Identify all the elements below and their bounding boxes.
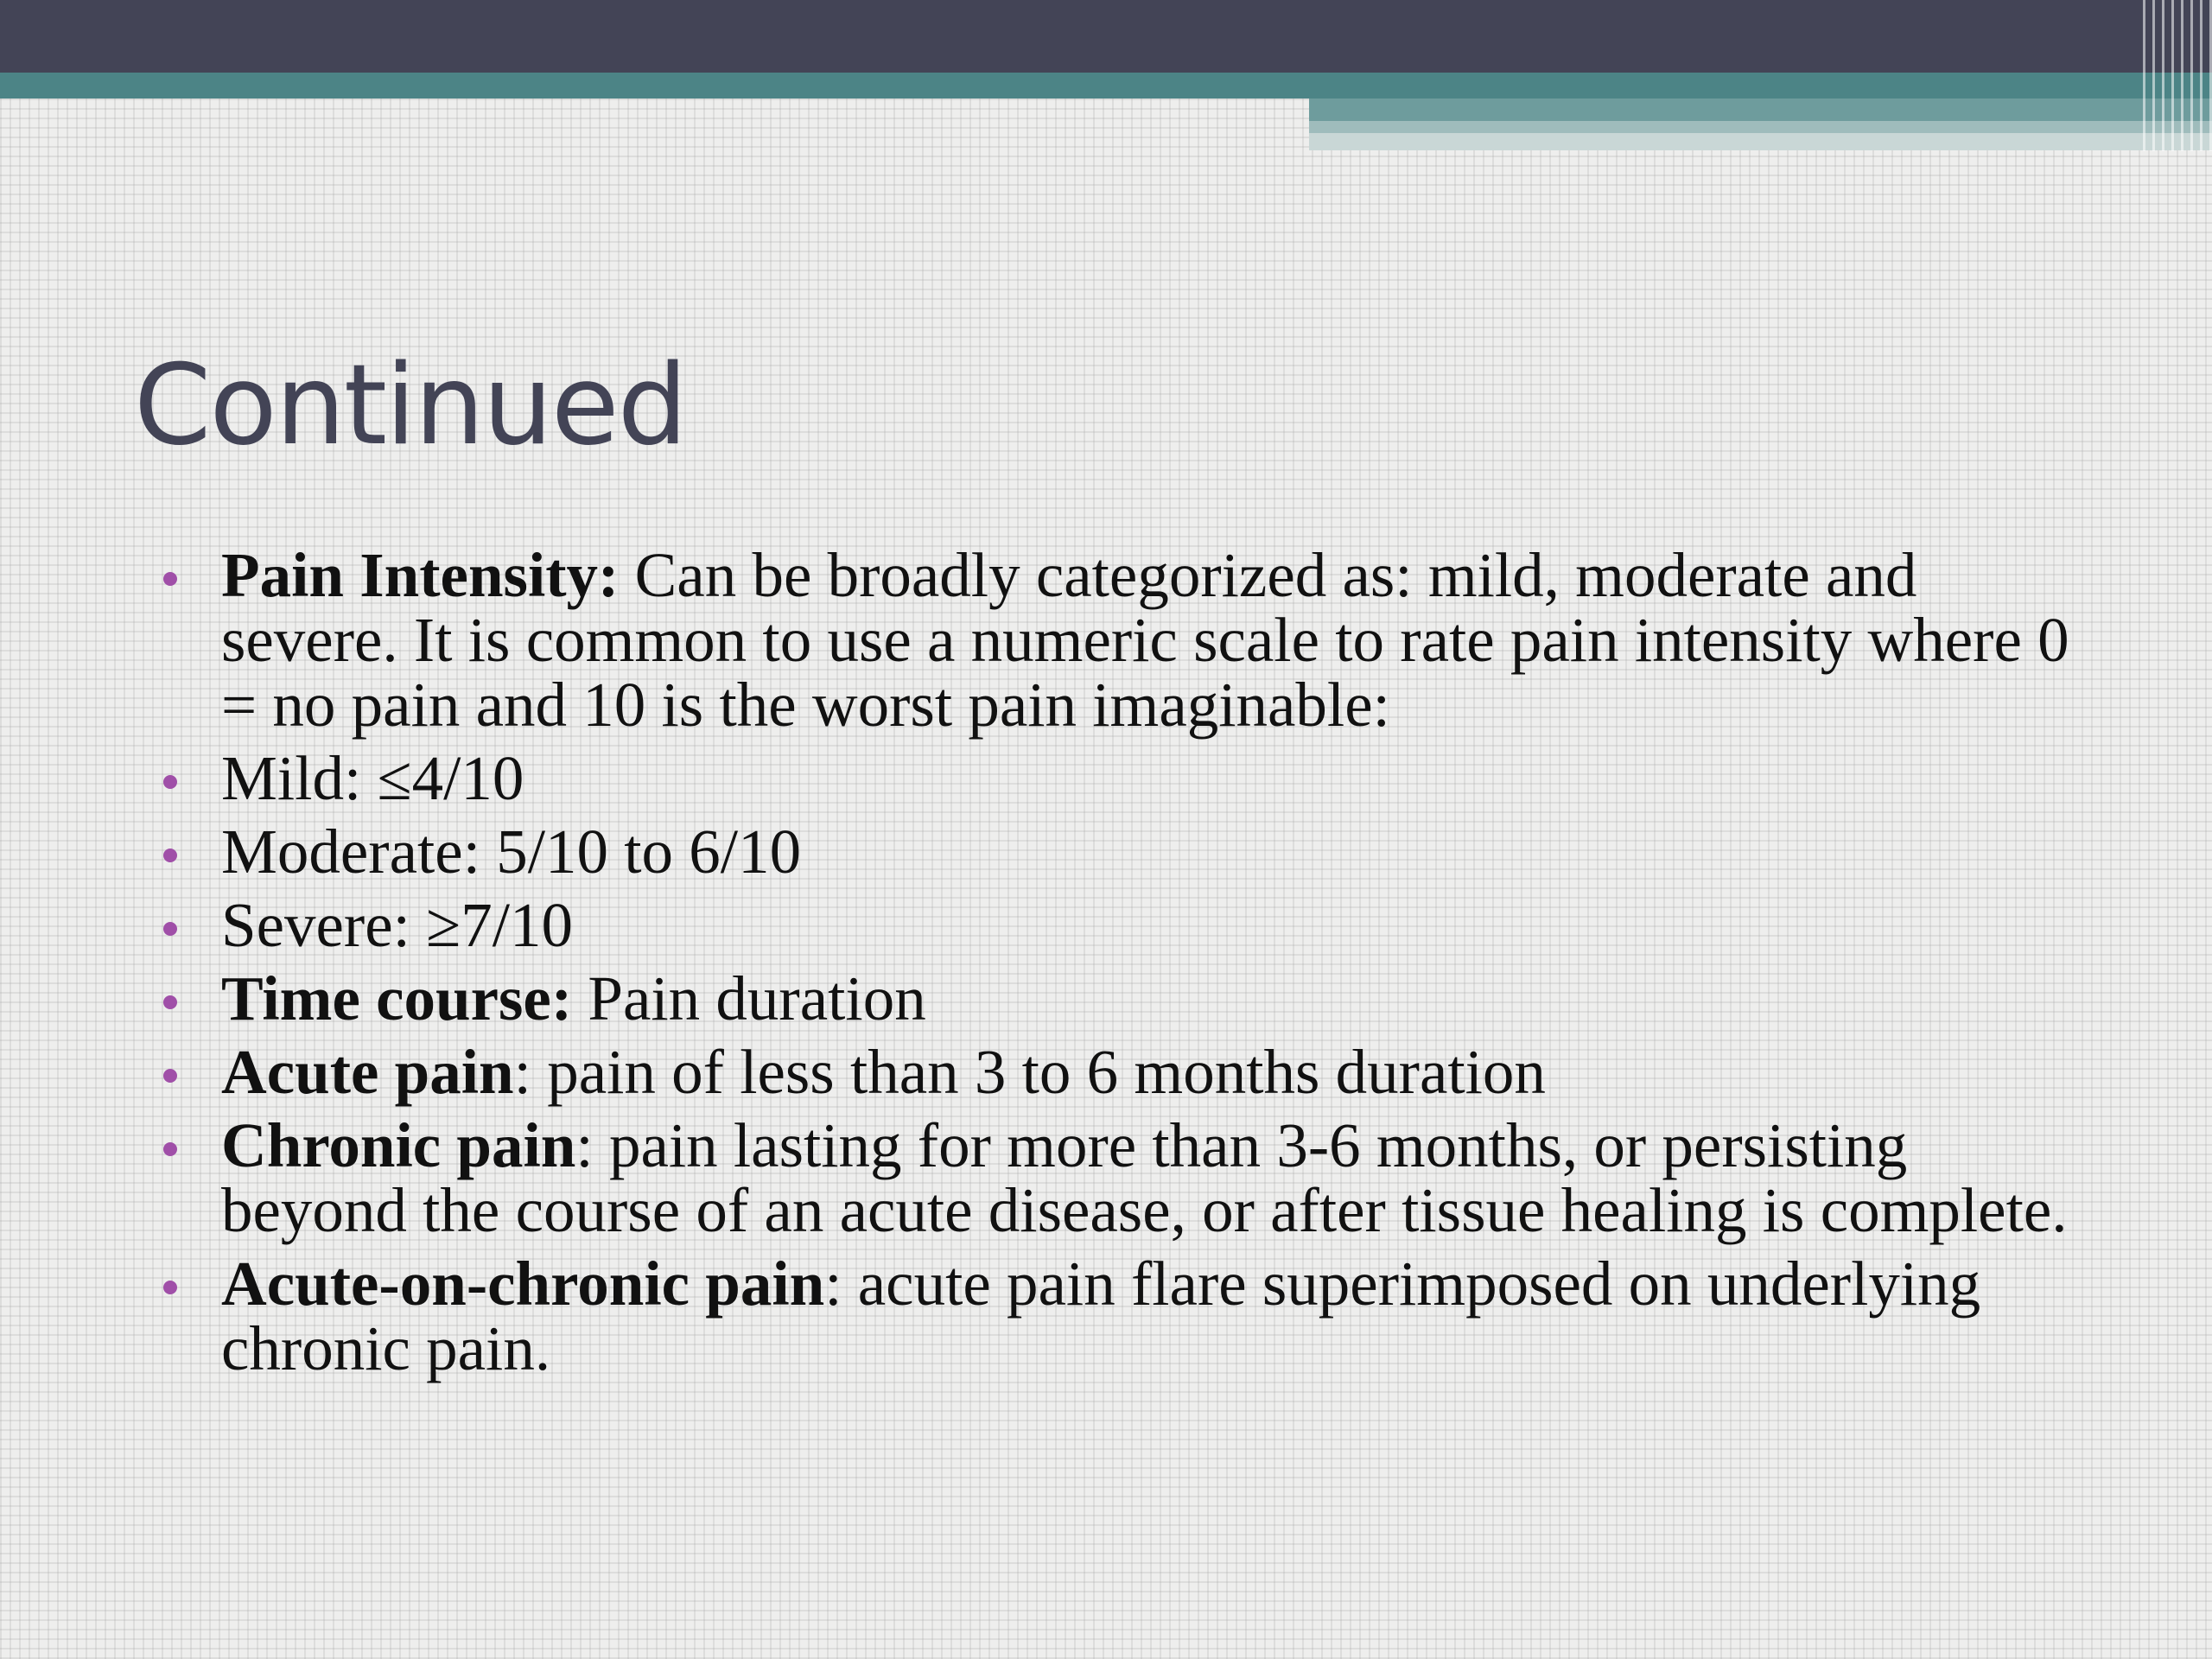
bullet-text: : acute pain flare superimposed on underlying chronic pain. — [221, 1249, 1981, 1383]
bullet-term: Acute-on-chronic pain — [221, 1249, 825, 1319]
bullet-term: Time course: — [221, 963, 573, 1033]
bullet-time-course — [161, 963, 2105, 1033]
bullet-pain-intensity — [161, 540, 2105, 740]
accent-band-right — [1309, 73, 2212, 150]
bullet-chronic-pain — [161, 1110, 2105, 1245]
accent-band — [0, 73, 1309, 99]
bullet-text: Severe: ≥7/10 — [221, 890, 573, 960]
bullet-term: Chronic pain — [221, 1110, 576, 1180]
bullet-text: Pain duration — [572, 963, 926, 1033]
bullet-text: Moderate: 5/10 to 6/10 — [221, 817, 802, 887]
bullet-acute-on-chronic — [161, 1251, 2105, 1381]
bullet-text: Can be broadly categorized as: mild, moderate and severe. It is common to use a numeric scale to rate pain intensity where 0 = no pain and 10 is the worst pain imaginable: — [221, 540, 2069, 740]
bullet-list — [161, 540, 2105, 1389]
slide-title: Continued — [134, 341, 686, 470]
bullet-severe — [161, 890, 2105, 960]
header-bar — [0, 0, 2212, 73]
bullet-moderate — [161, 817, 2105, 887]
bullet-mild — [161, 743, 2105, 813]
decorative-stripes — [2143, 0, 2212, 151]
bullet-acute-pain — [161, 1037, 2105, 1107]
bullet-text: Mild: ≤4/10 — [221, 743, 524, 813]
bullet-term: Pain Intensity: — [221, 540, 620, 610]
bullet-text: : pain lasting for more than 3-6 months, or persisting beyond the course of an acute disease, or after tissue healing is complete. — [221, 1110, 2068, 1245]
bullet-term: Acute pain — [221, 1037, 514, 1107]
bullet-text: : pain of less than 3 to 6 months duration — [513, 1037, 1546, 1107]
